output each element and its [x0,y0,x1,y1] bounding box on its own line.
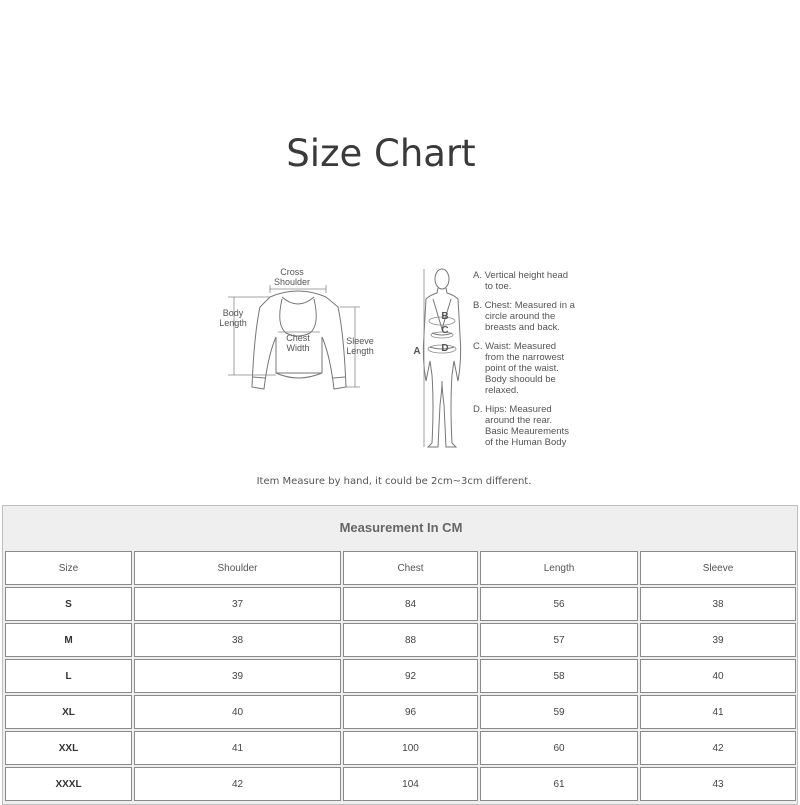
size-table [2,505,798,805]
table-cell-xl-chest: 96 [343,695,478,729]
table-cell-l-sleeve: 40 [640,659,796,693]
sleeve-length-line2: Length [346,346,374,356]
body-length-line1: Body [222,308,244,318]
measurement-legend [473,270,593,456]
sleeve-length-line1: Sleeve [346,336,374,346]
header-cell-sleeve: Sleeve [640,551,796,585]
table-cell-xxl-sleeve: 42 [640,731,796,765]
page-title: Size Chart [286,132,476,175]
table-cell-m-chest: 88 [343,623,478,657]
legend-a-line2: to toe. [485,281,512,292]
header-cell-chest: Chest [343,551,478,585]
chest-width-line2: Width [286,343,310,353]
table-cell-s-shoulder: 37 [134,587,341,621]
table-cell-l-chest: 92 [343,659,478,693]
cross-shoulder-line1: Cross [280,267,304,277]
chest-width-line1: Chest [286,333,310,343]
legend-item-d [473,404,593,448]
legend-a-line1: A. Vertical height head [473,270,569,281]
table-cell-m-size: M [5,623,132,657]
legend-d-line2: around the rear. [485,415,553,426]
diagram-drawings [0,255,800,465]
table-caption: Measurement In CM [339,520,463,535]
measurement-diagram [0,255,800,465]
table-cell-xxxl-length: 61 [480,767,638,801]
table-cell-s-size: S [5,587,132,621]
legend-c-line3: point of the waist. [485,363,559,374]
table-cell-xxl-shoulder: 41 [134,731,341,765]
body-label-b: B [441,311,449,322]
legend-d-line1: D. Hips: Measured [473,404,552,415]
legend-item-a [473,270,593,292]
legend-c-line2: from the narrowest [485,352,565,363]
legend-b-line1: B. Chest: Measured in a [473,300,575,311]
table-cell-xxl-size: XXL [5,731,132,765]
legend-item-c [473,341,593,396]
table-cell-xxxl-chest: 104 [343,767,478,801]
table-cell-l-size: L [5,659,132,693]
body-length-label [218,308,248,328]
table-cell-xxxl-size: XXXL [5,767,132,801]
table-cell-xl-shoulder: 40 [134,695,341,729]
cross-shoulder-label [272,267,312,287]
table-cell-s-chest: 84 [343,587,478,621]
header-cell-length: Length [480,551,638,585]
legend-c-line5: relaxed. [485,385,519,396]
sleeve-length-label [342,336,378,356]
header-cell-shoulder: Shoulder [134,551,341,585]
body-label-c: C [441,325,449,336]
legend-b-line3: breasts and back. [485,322,560,333]
cross-shoulder-line2: Shoulder [273,277,311,287]
header-cell-size: Size [5,551,132,585]
chest-width-label [282,333,314,353]
table-cell-s-sleeve: 38 [640,587,796,621]
legend-c-line1: C. Waist: Measured [473,341,557,352]
table-cell-m-sleeve: 39 [640,623,796,657]
table-cell-xxxl-shoulder: 42 [134,767,341,801]
body-label-d: D [441,343,449,354]
legend-c-line4: Body shoould be [485,374,556,385]
table-cell-xxl-length: 60 [480,731,638,765]
table-cell-m-length: 57 [480,623,638,657]
body-length-line2: Length [219,318,247,328]
table-cell-xl-length: 59 [480,695,638,729]
table-cell-m-shoulder: 38 [134,623,341,657]
body-label-a: A [413,346,421,357]
measure-note: Item Measure by hand, it could be 2cm~3cm different. [256,476,532,487]
table-cell-xxl-chest: 100 [343,731,478,765]
table-cell-xl-sleeve: 41 [640,695,796,729]
legend-d-line4: of the Human Body [485,437,567,448]
legend-d-line3: Basic Meaurements [485,426,569,437]
body-illustration [423,269,460,447]
table-cell-xxxl-sleeve: 43 [640,767,796,801]
legend-item-b [473,300,593,333]
table-cell-s-length: 56 [480,587,638,621]
legend-b-line2: circle around the [485,311,556,322]
table-cell-l-length: 58 [480,659,638,693]
table-cell-l-shoulder: 39 [134,659,341,693]
table-cell-xl-size: XL [5,695,132,729]
